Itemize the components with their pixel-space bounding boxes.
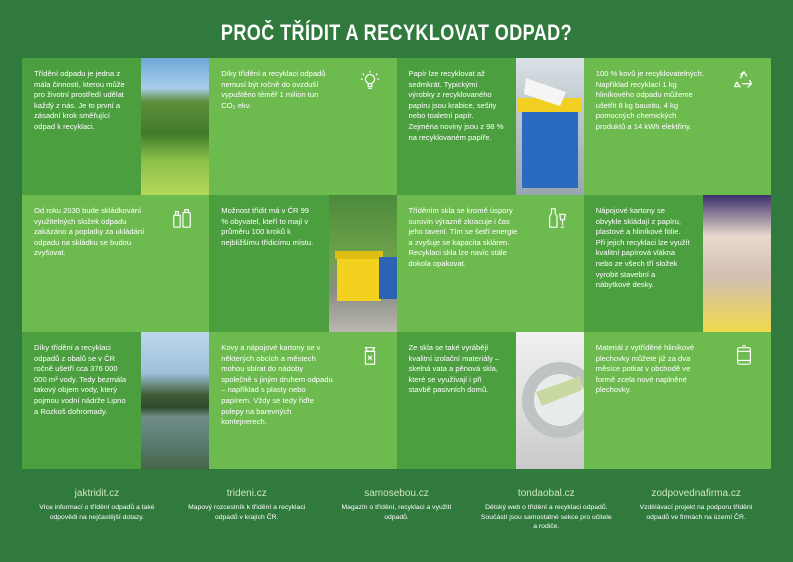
- footer-desc-tondaobal: Dětský web o třídění a recyklaci odpadů. Součástí jsou samostatné sekce pro učitele a rodiče.: [480, 504, 612, 530]
- footer-item-samosebou: [322, 488, 472, 532]
- lake-photo: [141, 332, 209, 469]
- fact-tile-12: [584, 332, 771, 469]
- fact-text-10: Kovy a nápojové kartony se v některých obcích a městech mohou sbírat do nádoby společně s jiným druhem odpadu – například s plasty nebo papírem. Vždy se tedy řiďte polepy na barevných kontejnerech.: [221, 343, 333, 427]
- fact-tile-9: [22, 332, 209, 469]
- footer-desc-jaktridit: Více informací o třídění odpadů a také odpovědi na nejčastější dotazy.: [39, 504, 155, 521]
- fact-text-2: Díky třídění a recyklaci odpadů nemusí být ročně do ovzduší vypuštěno téměř 1 milion tun CO₂ ekv.: [221, 69, 326, 110]
- fact-tile-4: [584, 58, 771, 195]
- footer-desc-zodpovednafirma: Vzdělávací projekt na podporu třídění odpadů ve firmách na území ČR.: [639, 504, 753, 521]
- fact-tile-3: [397, 58, 584, 195]
- footer-link-samosebou[interactable]: samosebou.cz: [364, 488, 429, 499]
- cartons-photo: [703, 195, 771, 332]
- fact-tile-10: [209, 332, 396, 469]
- page-title: PROČ TŘÍDIT A RECYKLOVAT ODPAD?: [220, 20, 573, 45]
- glass-icon: [546, 207, 568, 229]
- facts-grid: [22, 58, 771, 469]
- footer-item-tondaobal: [471, 488, 621, 532]
- footer-item-jaktridit: [22, 488, 172, 532]
- footer-link-jaktridit[interactable]: jaktridit.cz: [74, 488, 120, 499]
- fact-text-8: Nápojové kartony se obvykle skládají z papíru, plastové a hliníkové fólie. Při jejich recyklaci lze využít kvalitní papírová vlákna nebo ze všech tří složek vyrobit stavební a nábytkové desky.: [595, 206, 690, 290]
- forest-photo: [141, 58, 209, 195]
- footer: [22, 488, 771, 532]
- can-icon: [733, 344, 755, 366]
- bottles-icon: [171, 207, 193, 229]
- paper-bin-photo: [516, 58, 584, 195]
- fact-text-5: Od roku 2030 bude skládkování využitelných složek odpadu zakázáno a poplatky za ukládání odpadu na skládku se budou zvyšovat.: [34, 206, 145, 258]
- footer-link-tondaobal[interactable]: tondaobal.cz: [517, 488, 575, 499]
- fact-text-6: Možnost třídit má v ČR 99 % obyvatel, kteří to mají v průměru 100 kroků k nejbližšímu třídicímu místu.: [221, 206, 314, 247]
- recycle-icon: [733, 70, 755, 92]
- fact-tile-1: [22, 58, 209, 195]
- carton-icon: [359, 344, 381, 366]
- fact-text-7: Tříděním skla se kromě úspory surovin výrazně zkracuje i čas jeho tavení. Tím se šetří energie a zvyšuje se kapacita skláren. Recyklaci skla lze navíc stále dokola opakovat.: [408, 206, 518, 268]
- fact-text-12: Materiál z vytříděné hliníkové plechovky můžete již za dva měsíce potkat v obchodě ve formě zcela nové naplněné plechovky.: [595, 343, 695, 395]
- footer-desc-trideni: Mapový rozcestník k třídění a recyklaci odpadů v krajích ČR.: [188, 504, 306, 521]
- fact-tile-5: [22, 195, 209, 332]
- lightbulb-icon: [359, 70, 381, 92]
- footer-item-trideni: [172, 488, 322, 532]
- footer-link-zodpovednafirma[interactable]: zodpovednafirma.cz: [651, 488, 741, 499]
- fact-text-3: Papír lze recyklovat až sedmkrát. Typickými výrobky z recyklovaného papíru jsou krabice, sešity nebo toaletní papír. Zejména noviny jsou z 98 % na recyklovaném papíře.: [408, 69, 504, 142]
- footer-item-zodpovednafirma: [621, 488, 771, 532]
- fact-tile-7: [397, 195, 584, 332]
- yellow-bin-photo: [329, 195, 397, 332]
- fact-tile-11: [397, 332, 584, 469]
- fact-text-11: Ze skla se také vyrábějí kvalitní izolační materiály – skelná vata a pěnová skla, které se využívají i při stavbě pasivních domů.: [408, 343, 500, 395]
- fact-text-4: 100 % kovů je recyklovatelných. Například recyklací 1 kg hliníkového odpadu můžeme ušetřit 8 kg bauxitu, 4 kg pomocných chemických produktů a 14 kWh elektřiny.: [595, 69, 704, 131]
- footer-desc-samosebou: Magazín o třídění, recyklaci a využití odpadů.: [341, 504, 452, 521]
- fact-text-1: Třídění odpadu je jedna z mála činností, kterou může pro životní prostředí udělat každý z nás. Je to první a zásadní krok směřující odpad k recyklaci.: [34, 69, 125, 131]
- fact-text-9: Díky třídění a recyklaci odpadů z obalů se v ČR ročně ušetří cca 376 000 000 m³ vody. Tedy bezmála takový objem vody, který pojmou vodní nádrže Lipno a Rozkoš dohromady.: [34, 343, 127, 416]
- fact-tile-6: [209, 195, 396, 332]
- fact-tile-8: [584, 195, 771, 332]
- fact-tile-2: [209, 58, 396, 195]
- glass-bin-photo: [516, 332, 584, 469]
- footer-link-trideni[interactable]: trideni.cz: [226, 488, 267, 499]
